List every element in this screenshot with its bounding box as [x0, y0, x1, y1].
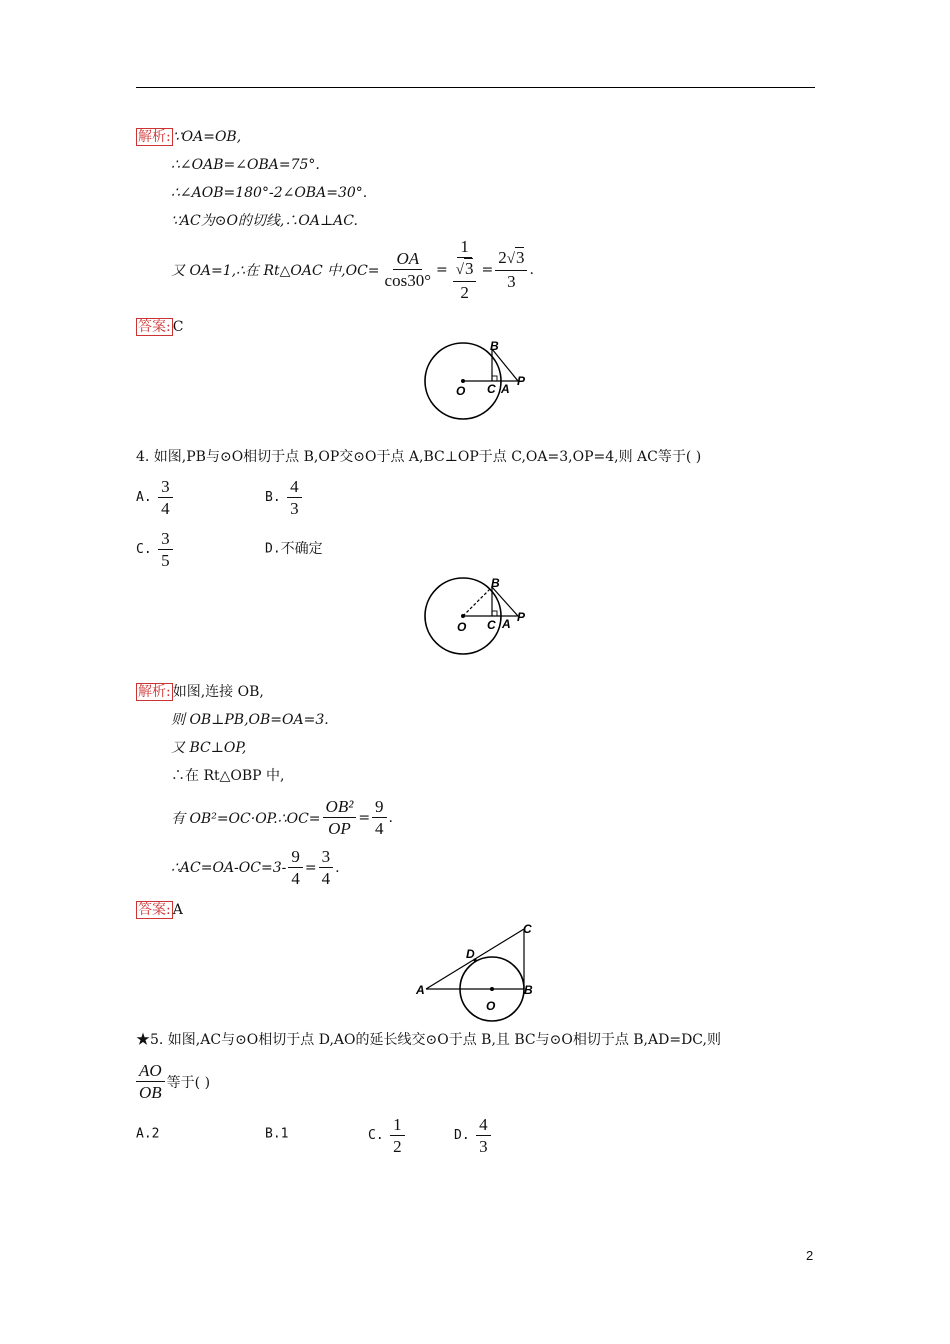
- header-rule: [136, 87, 815, 88]
- frac-num: 3: [158, 476, 173, 498]
- q4-option-d: [265, 538, 323, 558]
- fraction-ao-over-ob: [136, 1060, 165, 1103]
- q5-option-d: [454, 1114, 493, 1157]
- frac-den: 3: [479, 1137, 488, 1156]
- sol3-line-4: ∵AC为⊙O的切线,∴OA⊥AC.: [171, 213, 358, 229]
- sol4-text-6: ∴AC=OA-OC=3-: [171, 859, 287, 876]
- frac-den: 2: [393, 1137, 402, 1156]
- option-label: A.: [136, 1126, 152, 1142]
- label-a: A: [416, 983, 425, 997]
- frac-num: 4: [287, 476, 302, 498]
- inner-den: 2: [460, 283, 469, 302]
- period: .: [388, 809, 393, 826]
- segment-ob-dashed: [463, 587, 492, 616]
- figure-triangle-incircle: [410, 918, 545, 1026]
- label-b: B: [524, 983, 533, 997]
- label-o: O: [457, 620, 467, 634]
- figure-circle-tangent-1: [418, 336, 533, 426]
- sol4-line-1: [136, 682, 264, 702]
- frac-num: OB²: [323, 796, 357, 818]
- q5-option-b: [265, 1126, 288, 1142]
- fraction-oa-cos30: [382, 248, 434, 291]
- q5-option-a: [136, 1126, 159, 1142]
- period: .: [335, 859, 340, 876]
- sol3-line-1: [136, 127, 241, 147]
- sol3-line-5: [171, 236, 534, 303]
- q5-stem: ★5. 如图,AC与⊙O相切于点 D,AO的延长线交⊙O于点 B,且 BC与⊙O相切于点 B,AD=DC,则: [136, 1032, 721, 1048]
- center-dot: [461, 379, 465, 383]
- label-o: O: [486, 999, 496, 1013]
- sol4-text-5: 有 OB²=OC·OP.∴OC=: [171, 810, 321, 827]
- analysis-tag: 解析:: [138, 684, 171, 700]
- coef: 2: [498, 248, 507, 267]
- option-fraction: [476, 1114, 491, 1157]
- sol4-text-1: 如图,连接 OB,: [172, 684, 264, 700]
- option-fraction: [287, 476, 302, 519]
- frac-num: OA: [393, 248, 422, 270]
- period: .: [529, 261, 534, 278]
- radicand: 3: [464, 259, 474, 278]
- frac-den: cos30°: [384, 271, 432, 290]
- fraction-1-over-sqrt3-half: [450, 236, 480, 303]
- frac-den: 4: [321, 869, 331, 888]
- frac-den: 4: [375, 819, 384, 838]
- option-label: D.: [454, 1128, 470, 1143]
- option-text: 2: [151, 1126, 160, 1142]
- frac-num: [495, 247, 527, 271]
- sol3-line-3: ∴∠AOB=180°-2∠OBA=30°.: [171, 185, 368, 201]
- frac-num: 4: [476, 1114, 491, 1136]
- sol4-line-2: 则 OB⊥PB,OB=OA=3.: [171, 712, 329, 728]
- answer-tag: 答案:: [138, 902, 171, 918]
- fraction-3-4: [319, 846, 334, 889]
- sol4-line-3: 又 BC⊥OP,: [171, 740, 247, 756]
- label-d: D: [466, 947, 475, 961]
- analysis-tag: 解析:: [138, 129, 171, 145]
- fraction-9-4: [372, 796, 387, 839]
- frac-den: 4: [161, 499, 170, 518]
- frac-den: 3: [507, 272, 516, 291]
- sol4-line-6: [171, 846, 340, 889]
- center-dot: [461, 614, 465, 618]
- frac-num: 1: [390, 1114, 405, 1136]
- label-a: A: [501, 382, 510, 396]
- label-o: O: [456, 384, 466, 398]
- option-fraction: [390, 1114, 405, 1157]
- option-label: A.: [136, 490, 152, 505]
- option-label: C.: [368, 1128, 384, 1143]
- frac-num: AO: [136, 1060, 165, 1082]
- answer3-line: [136, 317, 183, 337]
- frac-den: 4: [291, 869, 300, 888]
- answer4-line: [136, 900, 183, 920]
- page-number: 2: [806, 1248, 814, 1263]
- equals: =: [304, 859, 317, 876]
- frac-den: [450, 258, 480, 303]
- inner-num: [453, 258, 477, 282]
- fraction-ob2-over-op: [323, 796, 357, 839]
- q4-option-c: [136, 528, 175, 571]
- frac-den: 3: [290, 499, 299, 518]
- answer3-value: C: [172, 319, 184, 335]
- answer4-value: A: [172, 902, 183, 918]
- sol4-line-4: ∴在 Rt△OBP 中,: [171, 768, 285, 784]
- frac-den: OB: [139, 1083, 162, 1102]
- label-b: B: [490, 339, 499, 353]
- radicand: 3: [515, 248, 525, 267]
- fraction-2sqrt3-over-3: [495, 247, 527, 292]
- q5-tail: 等于( ): [166, 1074, 211, 1091]
- frac-num: 9: [288, 846, 303, 868]
- q4-option-b: [265, 476, 304, 519]
- equals: =: [358, 809, 371, 826]
- option-label: C.: [136, 542, 152, 557]
- sol3-text-5: 又 OA=1,∴在 Rt△OAC 中,OC=: [171, 262, 380, 279]
- radical-icon: √: [506, 251, 515, 267]
- option-label: D.: [265, 541, 281, 557]
- frac-num: 3: [319, 846, 334, 868]
- inner-fraction: [453, 258, 477, 303]
- q4-stem: 4. 如图,PB与⊙O相切于点 B,OP交⊙O于点 A,BC⊥OP于点 C,OA=3,OP=4,则 AC等于( ): [136, 449, 702, 465]
- option-fraction: [158, 528, 173, 571]
- radical-icon: √: [455, 262, 464, 278]
- label-a: A: [502, 617, 511, 631]
- equals: =: [481, 261, 494, 278]
- option-fraction: [158, 476, 173, 519]
- center-dot: [490, 987, 494, 991]
- fraction-9-4: [288, 846, 303, 889]
- option-label: B.: [265, 490, 281, 505]
- right-angle-mark: [492, 376, 497, 381]
- q5-stem-2: [136, 1060, 210, 1103]
- option-text: 1: [280, 1126, 289, 1142]
- option-text: 不确定: [280, 541, 323, 557]
- label-b: B: [491, 576, 500, 590]
- q4-option-a: [136, 476, 175, 519]
- figure-circle-tangent-2: [418, 571, 533, 661]
- label-c: C: [487, 382, 496, 396]
- sol4-line-5: [171, 796, 393, 839]
- sol3-text-1: ∵OA=OB,: [172, 129, 242, 145]
- segment-bp: [492, 587, 518, 616]
- frac-num: 1: [457, 236, 472, 258]
- frac-num: 3: [158, 528, 173, 550]
- frac-num: 9: [372, 796, 387, 818]
- label-p: P: [517, 374, 526, 388]
- answer-tag: 答案:: [138, 319, 171, 335]
- right-angle-mark: [492, 611, 497, 616]
- option-label: B.: [265, 1126, 281, 1142]
- label-p: P: [517, 610, 526, 624]
- sol3-line-2: ∴∠OAB=∠OBA=75°.: [171, 157, 320, 173]
- frac-den: 5: [161, 551, 170, 570]
- label-c: C: [487, 618, 496, 632]
- q5-option-c: [368, 1114, 407, 1157]
- label-c: C: [523, 922, 532, 936]
- frac-den: OP: [328, 819, 351, 838]
- equals: =: [436, 261, 448, 278]
